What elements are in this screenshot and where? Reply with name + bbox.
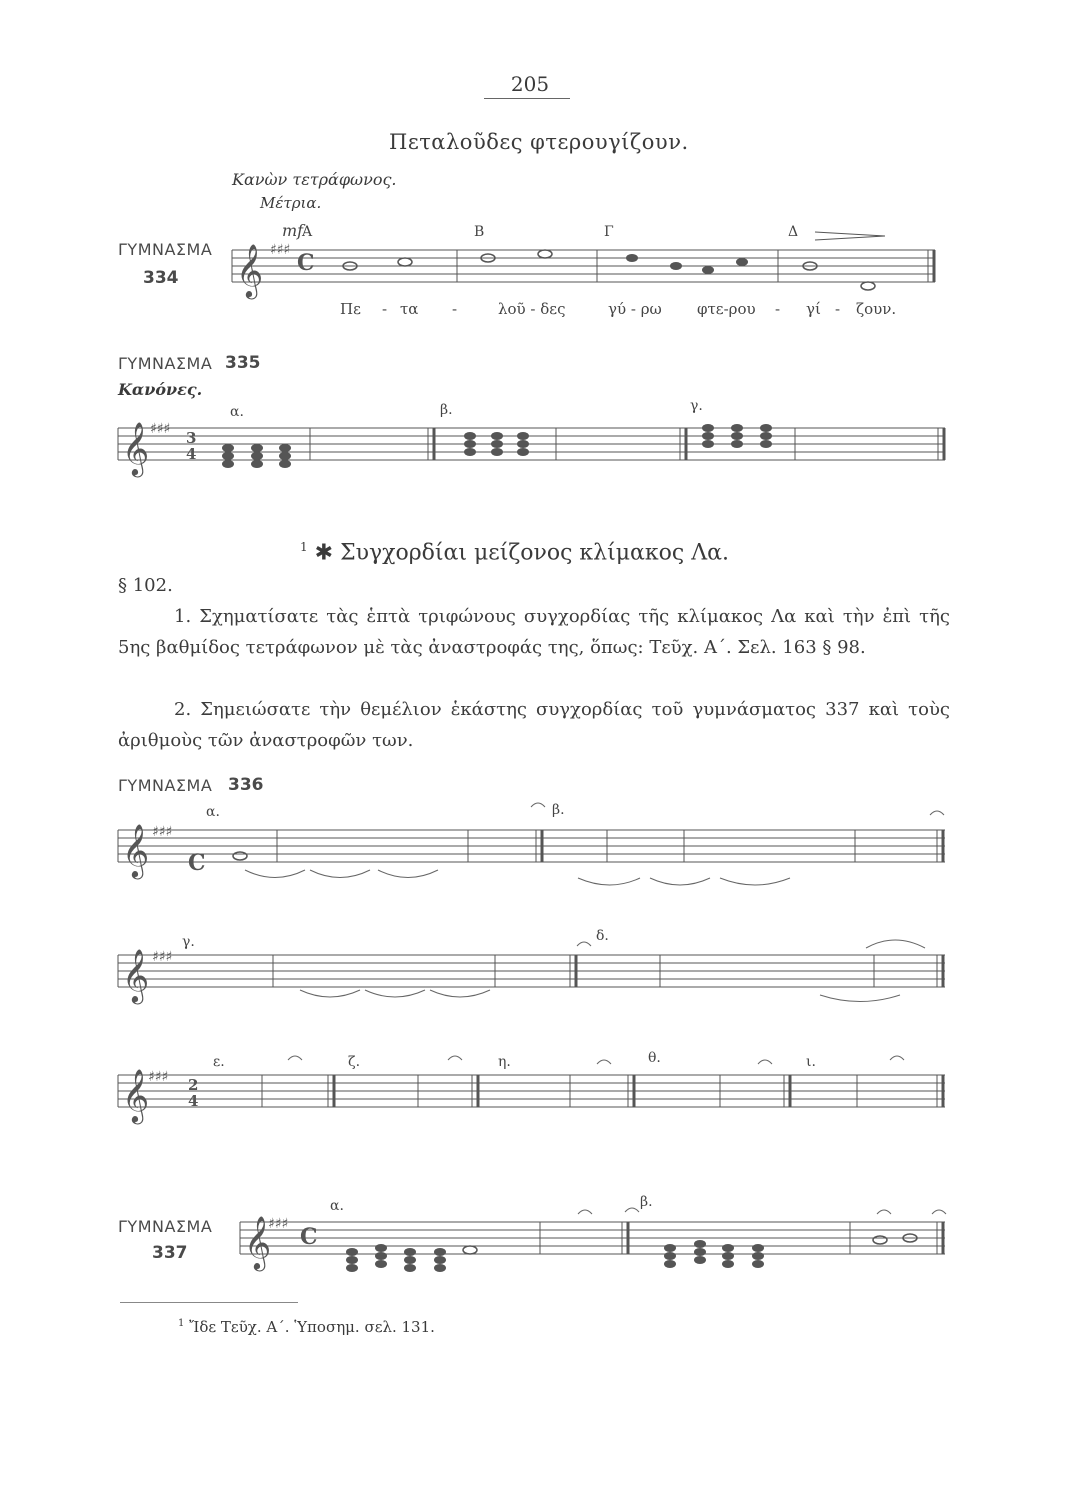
exercise-number-334: 334: [143, 268, 179, 288]
staff-mark: β.: [440, 402, 453, 418]
lyric: Πε: [340, 300, 361, 318]
sharp-icon: ♯♯♯: [150, 421, 171, 437]
dynamic-mark: mf: [282, 221, 304, 240]
exercise-caption-335: Κανόνες.: [118, 380, 203, 399]
exercise-label-335: ΓΥΜΝΑΣΜΑ: [118, 354, 213, 373]
time-signature-top: 2: [188, 1076, 199, 1094]
exercise-number-335: 335: [225, 353, 261, 373]
exercise-number-337: 337: [152, 1243, 188, 1263]
exercise-label-337: ΓΥΜΝΑΣΜΑ: [118, 1217, 213, 1236]
staff-mark: ε.: [213, 1054, 225, 1070]
exercise-number-336: 336: [228, 775, 264, 795]
footnote-text: Ἴδε Τεῦχ. Α΄. Ὑποσημ. σελ. 131.: [189, 1318, 435, 1336]
staff-337: [240, 1222, 945, 1254]
footnote-ref: 1: [300, 540, 308, 554]
song-subtitle: Κανὼν τετράφωνος.: [232, 170, 397, 189]
lyric: -: [452, 300, 458, 318]
staff-mark: θ.: [648, 1050, 661, 1066]
time-signature-bottom: 4: [188, 1092, 199, 1110]
treble-clef-icon: 𝄞: [122, 1068, 150, 1122]
lyric: -: [382, 300, 388, 318]
treble-clef-icon: 𝄞: [122, 948, 150, 1002]
page-number: 205: [510, 72, 550, 96]
song-title: Πεταλοῦδες φτερουγίζουν.: [389, 130, 689, 154]
lyric: -: [835, 300, 841, 318]
ties: [245, 803, 946, 1214]
section-letter: Α: [302, 224, 313, 240]
staff-mark: γ.: [182, 934, 195, 950]
sharp-icon: ♯♯♯: [152, 949, 173, 965]
instruction-1: 1. Σχηματίσατε τὰς ἑπτὰ τριφώνους συγχορδίας τῆς κλίμακος Λα καὶ τὴν ἐπὶ τῆς 5ης βαθμίδος τετράφωνον μὲ τὰς ἀναστροφάς της, ὅπως: Τεῦχ. Α΄. Σελ. 163 § 98.: [118, 606, 950, 658]
sharp-icon: ♯♯♯: [270, 242, 291, 258]
lyric: γί: [806, 300, 821, 318]
paragraph-ref: § 102.: [118, 575, 173, 596]
section-title: Συγχορδίαι μείζονος κλίμακος Λα.: [340, 540, 729, 566]
treble-clef-icon: 𝄞: [236, 243, 264, 297]
time-signature: C: [297, 250, 315, 276]
section-letter: Δ: [788, 224, 799, 240]
staff-mark: η.: [498, 1054, 511, 1070]
tempo-marking: Μέτρια.: [260, 194, 322, 212]
staff-mark: ζ.: [348, 1054, 361, 1070]
staff-mark: α.: [206, 804, 220, 820]
staff-mark: α.: [330, 1198, 344, 1214]
time-signature: C: [188, 850, 206, 876]
time-signature-top: 3: [186, 429, 197, 447]
exercise-label-336: ΓΥΜΝΑΣΜΑ: [118, 776, 213, 795]
treble-clef-icon: 𝄞: [122, 823, 150, 877]
lyric: -: [775, 300, 781, 318]
staff-336-row2: [118, 955, 945, 987]
staff-334: [232, 232, 935, 282]
lyric: λοῦ - δες: [498, 300, 566, 318]
staff-mark: β.: [552, 802, 565, 818]
staff-mark: ι.: [806, 1054, 816, 1070]
sharp-icon: ♯♯♯: [268, 1216, 289, 1232]
lyric: ζουν.: [856, 300, 897, 318]
lyric: τα: [400, 300, 419, 318]
section-letter: Β: [474, 224, 485, 240]
exercise-label-334: ΓΥΜΝΑΣΜΑ: [118, 240, 213, 259]
staff-336-row1: [118, 830, 945, 862]
treble-clef-icon: 𝄞: [244, 1215, 272, 1269]
sharp-icon: ♯♯♯: [148, 1069, 169, 1085]
staff-mark: δ.: [596, 928, 609, 944]
time-signature: C: [300, 1224, 318, 1250]
time-signature-bottom: 4: [186, 445, 197, 463]
asterisk-icon: ✱: [314, 540, 334, 566]
treble-clef-icon: 𝄞: [122, 421, 150, 475]
note-heads: [233, 250, 917, 1254]
lyric: γύ - ρω: [608, 300, 662, 318]
lyric: φτε-ρου: [697, 300, 756, 318]
staff-mark: β.: [640, 1194, 653, 1210]
instruction-2: 2. Σημειώσατε τὴν θεμέλιον ἑκάστης συγχορδίας τοῦ γυμνάσματος 337 καὶ τοὺς ἀριθμοὺς τῶν ἀναστροφῶν των.: [118, 699, 950, 751]
staff-336-row3: [118, 1075, 945, 1107]
footnote-mark: 1: [178, 1318, 185, 1329]
sharp-icon: ♯♯♯: [152, 824, 173, 840]
staff-mark: γ.: [690, 398, 703, 414]
staff-335: [118, 428, 945, 460]
staff-mark: α.: [230, 404, 244, 420]
section-letter: Γ: [604, 224, 614, 240]
